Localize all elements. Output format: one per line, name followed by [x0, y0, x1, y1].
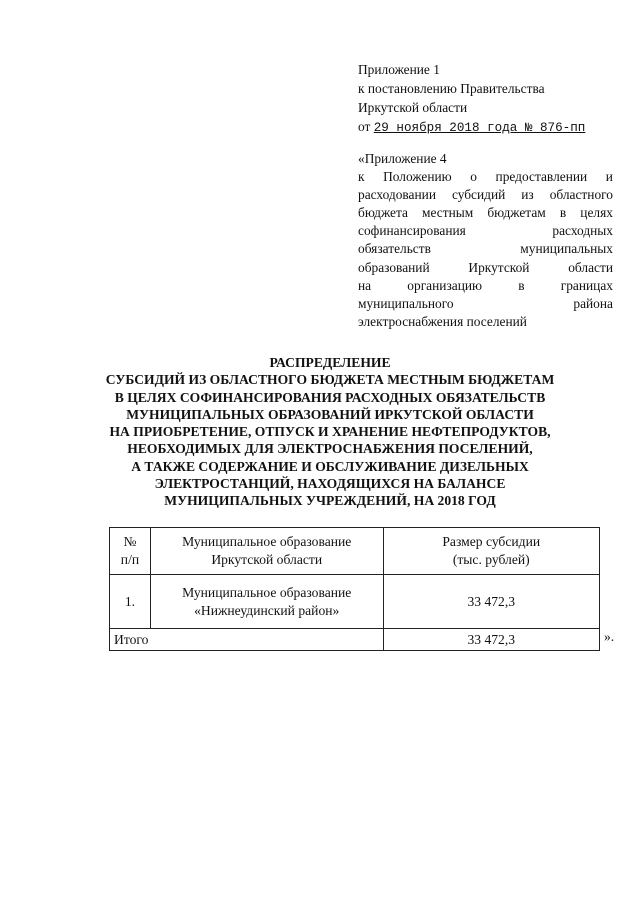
table-header-row [110, 528, 600, 575]
total-label: Итого [110, 629, 384, 651]
row-municipality-line1: Муниципальное образование [182, 584, 352, 600]
reference-line [358, 295, 613, 313]
appendix-date [358, 117, 608, 138]
closing-quote: ». [604, 629, 615, 644]
header-amount-line1: Размер субсидии [442, 534, 541, 549]
row-amount: 33 472,3 [383, 575, 600, 629]
header-municipality [150, 528, 383, 575]
reference-word: и [605, 169, 613, 185]
title-line: СУБСИДИЙ ИЗ ОБЛАСТНОГО БЮДЖЕТА МЕСТНЫМ БЮДЖЕТАМ [105, 372, 555, 388]
reference-word: Положению [383, 169, 452, 185]
reference-word: области [568, 259, 613, 275]
reference-line [358, 222, 613, 240]
header-municipality-line2: Иркутской области [211, 552, 323, 567]
reference-word: «Приложение 4 [358, 151, 447, 166]
row-number: 1. [110, 575, 151, 629]
reference-word: субсидий [451, 187, 506, 203]
date-value: 29 ноября 2018 года № 876-пп [373, 121, 586, 135]
appendix-region: Иркутской области [358, 100, 468, 115]
reference-line [358, 168, 613, 186]
appendix-header [358, 60, 608, 138]
reference-block [358, 150, 613, 331]
reference-word: в [559, 205, 567, 221]
reference-word: бюджета [358, 205, 408, 221]
reference-line [358, 186, 613, 204]
reference-word: организацию [407, 277, 483, 293]
reference-word: образований [358, 259, 430, 275]
header-number [110, 528, 151, 575]
header-amount-line2: (тыс. рублей) [452, 552, 530, 567]
reference-word: муниципального [358, 295, 454, 311]
title-line: А ТАКЖЕ СОДЕРЖАНИЕ И ОБСЛУЖИВАНИЕ ДИЗЕЛЬНЫХ [131, 458, 529, 474]
header-municipality-line1: Муниципальное образование [182, 534, 352, 549]
title-line: НЕОБХОДИМЫХ ДЛЯ ЭЛЕКТРОСНАБЖЕНИЯ ПОСЕЛЕНИЙ, [127, 441, 533, 457]
date-prefix: от [358, 119, 371, 134]
reference-word: к [358, 169, 365, 185]
header-amount [383, 528, 600, 575]
reference-word: расходовании [358, 187, 436, 203]
reference-line [358, 313, 613, 331]
reference-word: о [470, 169, 477, 185]
reference-line [358, 259, 613, 277]
table-row [110, 575, 600, 629]
header-number-line1: № [123, 534, 137, 549]
reference-line [358, 240, 613, 258]
reference-word: муниципальных [520, 241, 613, 257]
reference-line [358, 277, 613, 295]
reference-word: предоставлении [495, 169, 588, 185]
reference-word: электроснабжения поселений [358, 313, 527, 329]
title-line: НА ПРИОБРЕТЕНИЕ, ОТПУСК И ХРАНЕНИЕ НЕФТЕПРОДУКТОВ, [109, 424, 551, 440]
reference-word: бюджетам [487, 205, 546, 221]
title-line: МУНИЦИПАЛЬНЫХ УЧРЕЖДЕНИЙ, НА 2018 ГОД [164, 493, 496, 509]
appendix-resolution: к постановлению Правительства [358, 81, 545, 96]
reference-word: в [518, 277, 525, 293]
reference-word: целях [580, 205, 613, 221]
appendix-number: Приложение 1 [358, 62, 440, 77]
reference-line [358, 150, 613, 168]
distribution-table [109, 527, 600, 651]
row-municipality [150, 575, 383, 629]
total-amount: 33 472,3 [383, 629, 600, 651]
reference-word: областного [549, 187, 613, 203]
header-number-line2: п/п [120, 552, 140, 567]
table-total-row [110, 629, 600, 651]
title-line: РАСПРЕДЕЛЕНИЕ [269, 355, 391, 370]
row-municipality-line2: «Нижнеудинский район» [194, 602, 340, 618]
reference-word: района [573, 295, 613, 311]
title-line: МУНИЦИПАЛЬНЫХ ОБРАЗОВАНИЙ ИРКУТСКОЙ ОБЛАСТИ [126, 406, 534, 422]
reference-word: границах [560, 277, 613, 293]
title-line: ЭЛЕКТРОСТАНЦИЙ, НАХОДЯЩИХСЯ НА БАЛАНСЕ [154, 476, 506, 492]
reference-word: из [521, 187, 534, 203]
reference-word: местным [422, 205, 474, 221]
reference-word: софинансирования [358, 223, 466, 239]
document-title [100, 354, 560, 510]
reference-word: Иркутской [468, 259, 530, 275]
title-line: В ЦЕЛЯХ СОФИНАНСИРОВАНИЯ РАСХОДНЫХ ОБЯЗАТЕЛЬСТВ [114, 389, 546, 405]
reference-word: на [358, 277, 372, 293]
reference-word: расходных [552, 223, 613, 239]
reference-line [358, 204, 613, 222]
reference-word: обязательств [358, 241, 431, 257]
